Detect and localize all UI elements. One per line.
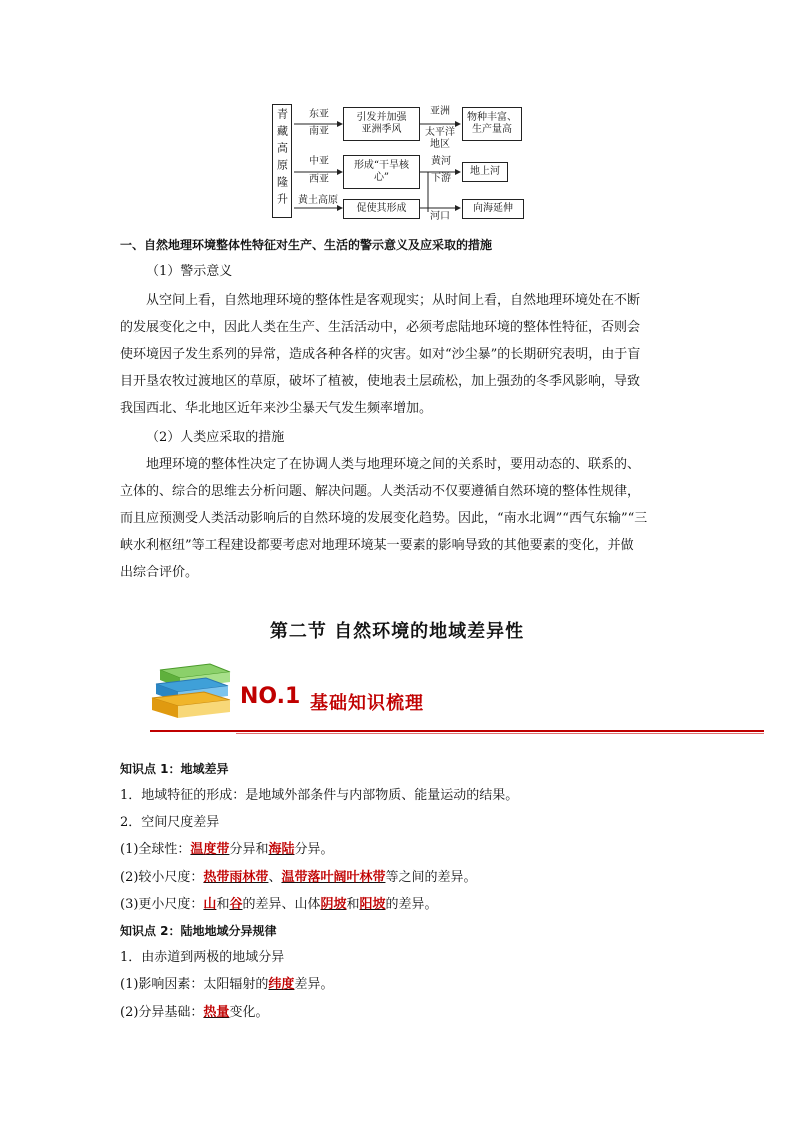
answer-blank: 温带落叶阔叶林带 bbox=[281, 870, 386, 885]
diagram-row1-in-1: 东亚 bbox=[309, 109, 329, 120]
kp1-item1: 1．地域特征的形成：是地域外部条件与内部物质、能量运动的结果。 bbox=[120, 788, 519, 803]
answer-blank: 谷 bbox=[229, 897, 243, 912]
text: 和 bbox=[216, 897, 230, 912]
kp2-line2 bbox=[120, 1003, 268, 1023]
diagram-origin-text: 青藏高原隆升 bbox=[275, 108, 289, 210]
para1-line: 从空间上看，自然地理环境的整体性是客观现实；从时间上看，自然地理环境处在不断 bbox=[146, 293, 641, 308]
answer-blank: 海陆 bbox=[268, 842, 295, 857]
diagram-row3-box: 促使其形成 bbox=[343, 199, 420, 219]
diagram-row2-in-1: 中亚 bbox=[309, 156, 329, 167]
answer-blank: 纬度 bbox=[268, 977, 295, 992]
text: 分异。 bbox=[294, 842, 334, 857]
para2-line: 峡水利枢纽”等工程建设都要考虑对地理环境某一要素的影响导致的其他要素的变化，并做 bbox=[120, 538, 634, 553]
answer-blank: 温度带 bbox=[190, 842, 230, 857]
banner-underline-shadow bbox=[236, 733, 764, 734]
banner-underline bbox=[150, 730, 764, 732]
text: 的差异、山体 bbox=[242, 897, 321, 912]
para2-line: 出综合评价。 bbox=[120, 565, 199, 580]
diagram-row2-in-2: 西亚 bbox=[309, 174, 329, 185]
answer-blank: 阳坡 bbox=[359, 897, 386, 912]
diagram-row1-out bbox=[462, 107, 522, 141]
banner-title: 基础知识梳理 bbox=[310, 693, 424, 714]
kp1-line1 bbox=[120, 840, 333, 860]
para1-line: 我国西北、华北地区近年来沙尘暴天气发生频率增加。 bbox=[120, 401, 433, 416]
para2-line: 地理环境的整体性决定了在协调人类与地理环境之间的关系时，要用动态的、联系的、 bbox=[146, 457, 641, 472]
diagram-row3-out: 向海延伸 bbox=[462, 199, 524, 219]
text: (2)较小尺度： bbox=[120, 870, 204, 885]
diagram-origin-box bbox=[272, 104, 292, 218]
section1-para1 bbox=[120, 287, 690, 422]
text: 和 bbox=[346, 897, 360, 912]
text: (3)更小尺度： bbox=[120, 897, 204, 912]
para1-line: 的发展变化之中，因此人类在生产、生活活动中，必须考虑陆地环境的整体性特征，否则会 bbox=[120, 320, 641, 335]
answer-blank: 热量 bbox=[203, 1005, 230, 1020]
section2-title: 第二节 自然环境的地域差异性 bbox=[269, 621, 525, 642]
diagram-row3-in: 黄土高原 bbox=[298, 195, 338, 206]
section1-sub2: （2）人类应采取的措施 bbox=[146, 430, 285, 445]
kp1-item2: 2．空间尺度差异 bbox=[120, 815, 220, 830]
kp2-item1: 1．由赤道到两极的地域分异 bbox=[120, 950, 285, 965]
diagram-row1-in-2: 南亚 bbox=[309, 126, 329, 137]
diagram-row3-mid: 河口 bbox=[430, 211, 450, 222]
diagram-row2-mid-1: 黄河 bbox=[431, 156, 451, 167]
answer-blank: 山 bbox=[203, 897, 217, 912]
answer-blank: 热带雨林带 bbox=[203, 870, 269, 885]
text: 差异。 bbox=[294, 977, 334, 992]
para1-line: 目开垦农牧过渡地区的草原，破坏了植被，使地表土层疏松，加上强劲的冬季风影响，导致 bbox=[120, 374, 641, 389]
text: 变化。 bbox=[229, 1005, 269, 1020]
para2-line: 而且应预测受人类活动影响后的自然环境的发展变化趋势。因此，“南水北调”“西气东输”“三 bbox=[120, 511, 648, 526]
books-icon bbox=[150, 662, 236, 722]
diagram-row2-out: 地上河 bbox=[462, 162, 508, 182]
diagram-row1-mid-1: 亚洲 bbox=[430, 106, 450, 117]
diagram-row1-box-text: 引发并加强亚洲季风 bbox=[356, 112, 407, 135]
section1-heading: 一、自然地理环境整体性特征对生产、生活的警示意义及应采取的措施 bbox=[120, 238, 493, 252]
text: 等之间的差异。 bbox=[385, 870, 477, 885]
answer-blank: 阴坡 bbox=[320, 897, 347, 912]
diagram-row2-box-text: 形成“干旱核心” bbox=[353, 160, 410, 183]
text: (1)全球性： bbox=[120, 842, 191, 857]
kp1-title: 知识点 1：地域差异 bbox=[120, 762, 229, 776]
diagram-row1-mid-2: 太平洋 bbox=[425, 127, 455, 138]
text: 、 bbox=[268, 870, 282, 885]
text: 的差异。 bbox=[385, 897, 438, 912]
kp2-line1 bbox=[120, 975, 333, 995]
kp1-line3 bbox=[120, 895, 438, 915]
diagram-row1-out-text: 物种丰富、生产量高 bbox=[467, 112, 517, 135]
section1-sub1: （1）警示意义 bbox=[146, 264, 233, 279]
text: (1)影响因素：太阳辐射的 bbox=[120, 977, 269, 992]
diagram-row2-mid-2: 下游 bbox=[431, 173, 451, 184]
text: (2)分异基础： bbox=[120, 1005, 204, 1020]
diagram-row2-box bbox=[343, 155, 420, 189]
section1-para2 bbox=[120, 451, 690, 586]
text: 分异和 bbox=[229, 842, 269, 857]
diagram-row1-box bbox=[343, 107, 420, 141]
kp1-line2 bbox=[120, 868, 476, 888]
para1-line: 使环境因子发生系列的异常，造成各种各样的灾害。如对“沙尘暴”的长期研究表明，由于盲 bbox=[120, 347, 641, 362]
para2-line: 立体的、综合的思维去分析问题、解决问题。人类活动不仅要遵循自然环境的整体性规律， bbox=[120, 484, 641, 499]
banner-number: NO.1 bbox=[240, 684, 301, 709]
kp2-title: 知识点 2：陆地地域分异规律 bbox=[120, 924, 277, 938]
diagram-row1-mid-3: 地区 bbox=[430, 139, 450, 150]
